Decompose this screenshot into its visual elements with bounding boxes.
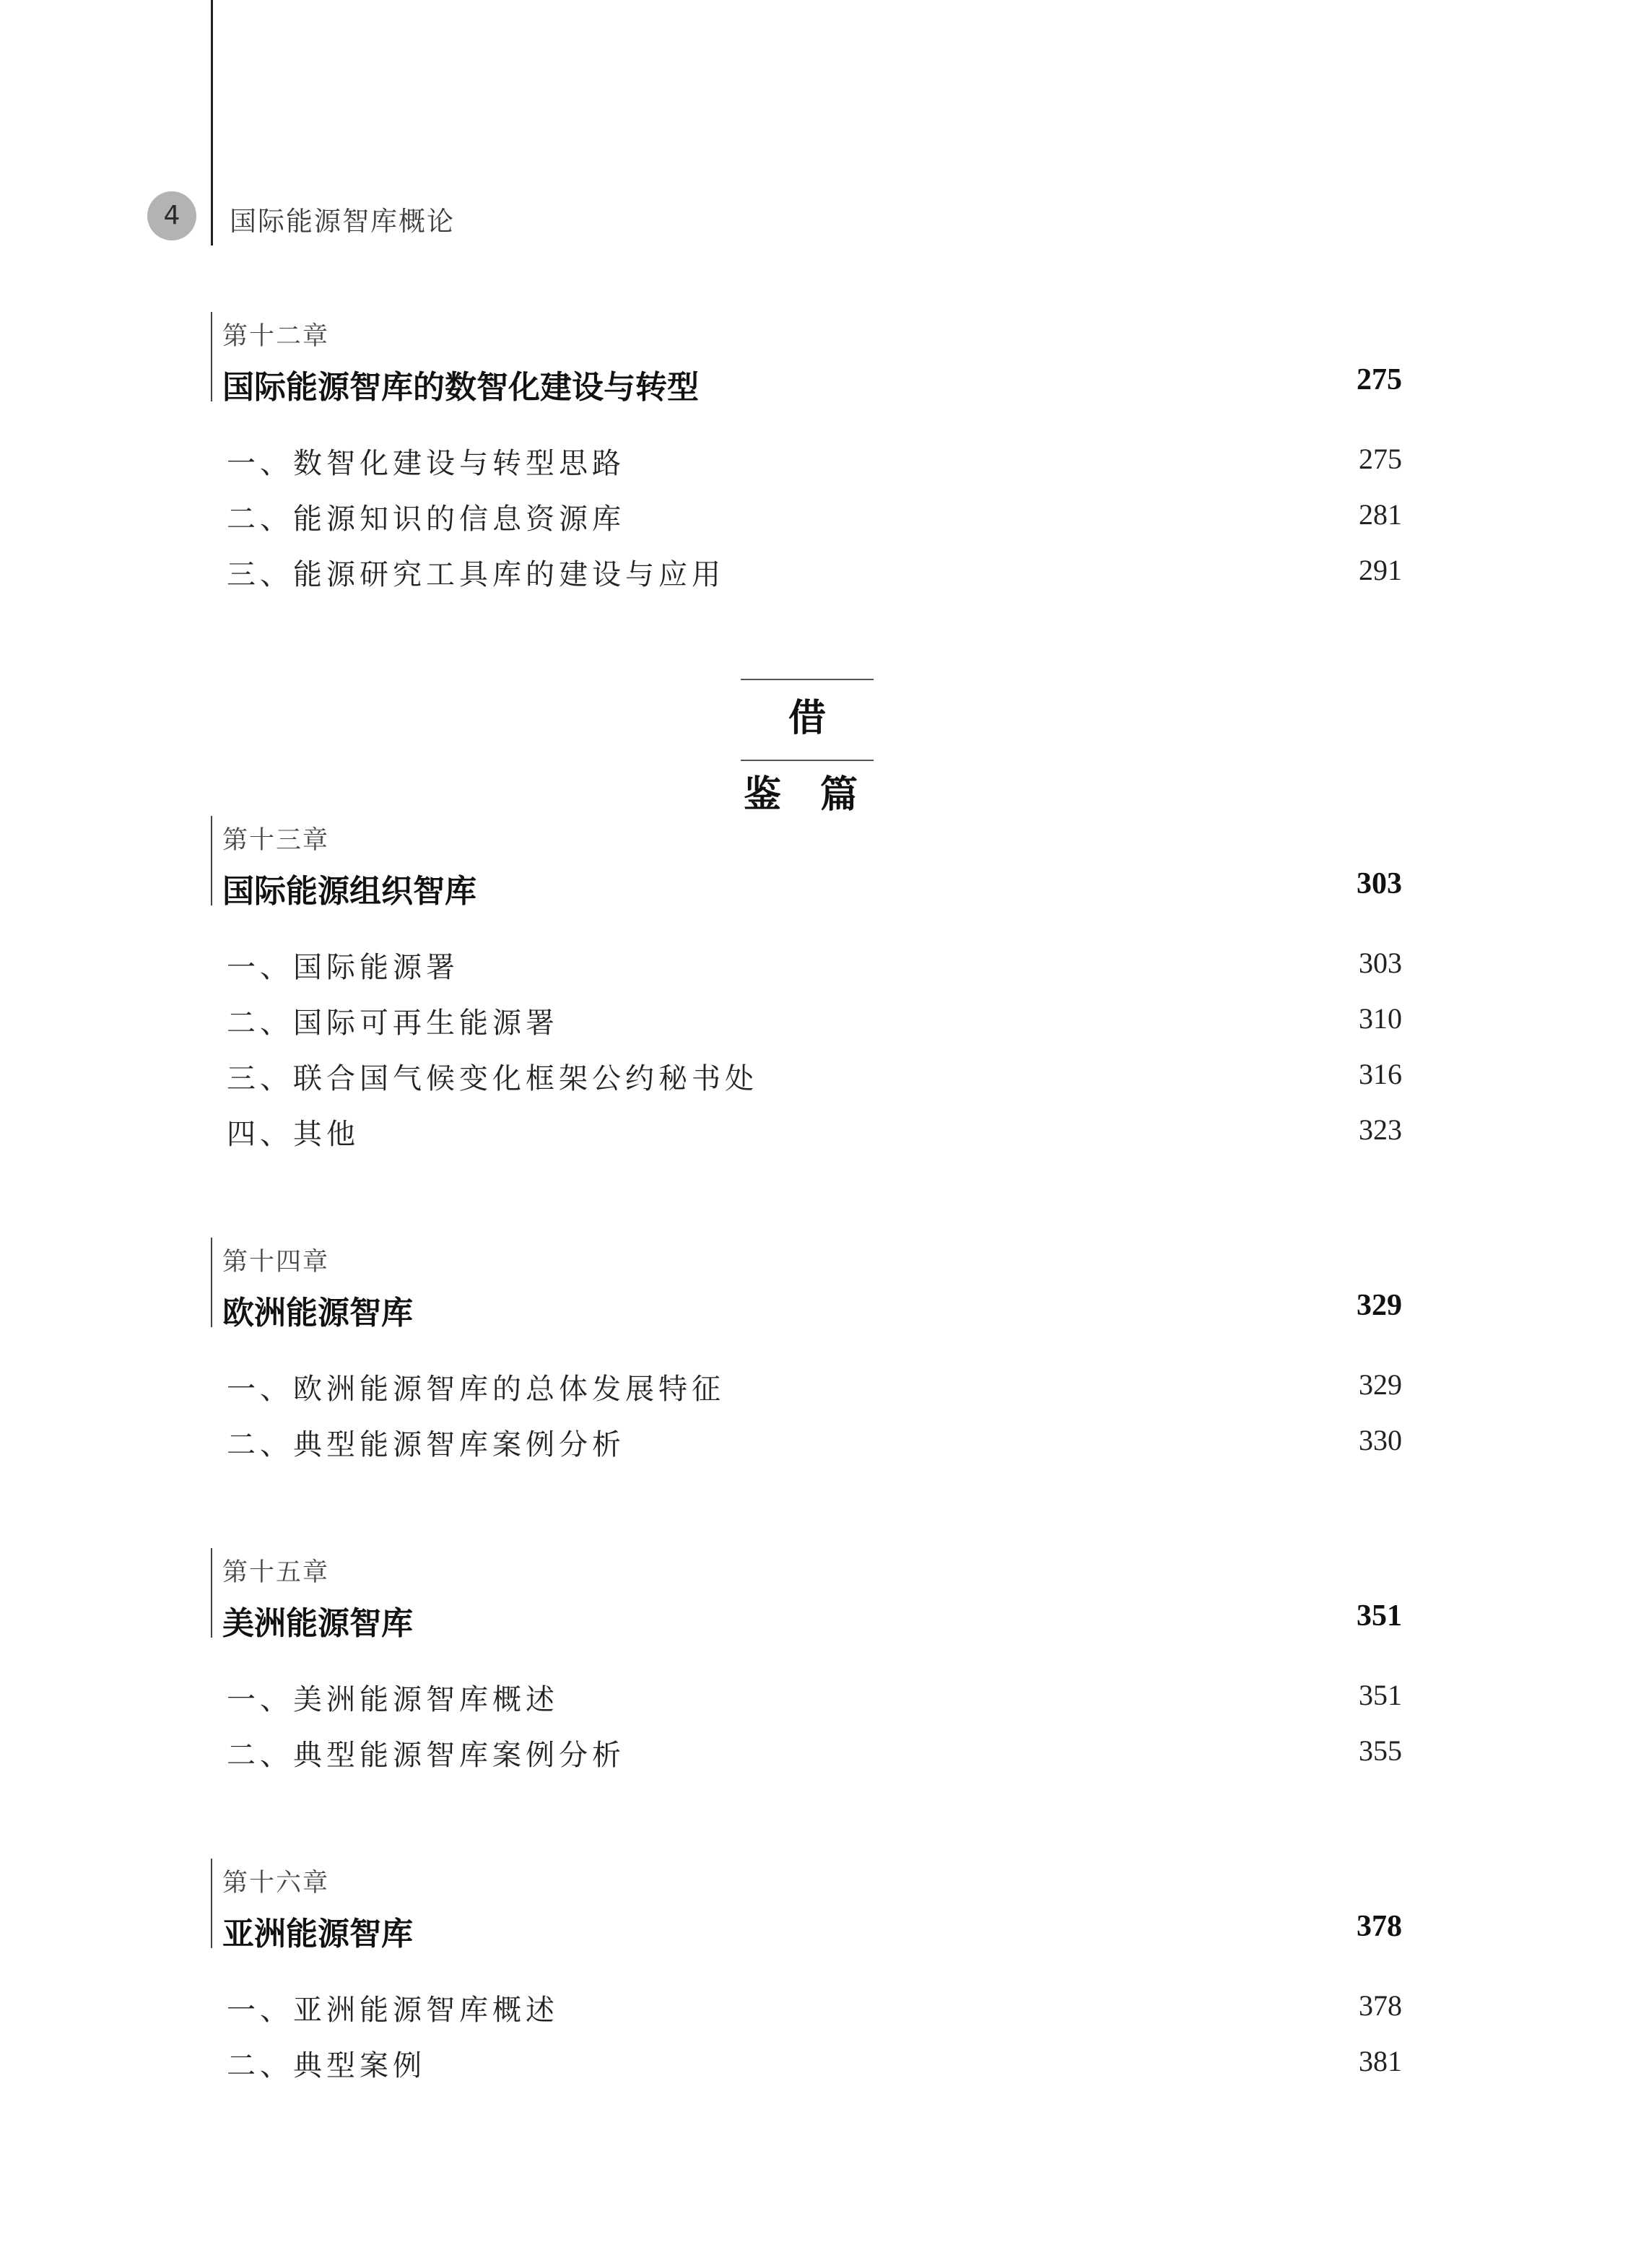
section-page-number: 281 — [1359, 498, 1402, 531]
toc-entry[interactable] — [211, 1415, 1402, 1470]
toc-entry[interactable] — [211, 1669, 1402, 1725]
toc-entry[interactable] — [211, 433, 1402, 489]
chapter-12 — [211, 312, 1402, 600]
toc-entry[interactable] — [211, 489, 1402, 544]
chapter-16 — [211, 1859, 1402, 2091]
section-title: 二、典型能源智库案例分析 — [227, 1428, 625, 1461]
chapter-15 — [211, 1548, 1402, 1781]
section-page-number: 355 — [1359, 1734, 1402, 1767]
section-title: 二、能源知识的信息资源库 — [227, 503, 625, 536]
section-title: 四、其他 — [227, 1118, 360, 1151]
chapter-title[interactable]: 亚洲能源智库 — [222, 1916, 413, 1952]
section-title: 一、亚洲能源智库概述 — [227, 1994, 559, 2027]
chapter-page-number: 303 — [1357, 867, 1402, 900]
section-page-number: 323 — [1359, 1113, 1402, 1146]
section-list — [211, 937, 1402, 1160]
section-page-number: 291 — [1359, 554, 1402, 586]
section-page-number: 378 — [1359, 1989, 1402, 2022]
chapter-heading — [211, 1859, 1402, 1952]
section-title: 一、数智化建设与转型思路 — [227, 447, 625, 480]
page-number-badge: 4 — [147, 191, 196, 240]
chapter-page-number: 351 — [1357, 1599, 1402, 1633]
section-page-number: 381 — [1359, 2045, 1402, 2077]
section-list — [211, 1980, 1402, 2091]
chapter-label: 第十三章 — [222, 826, 330, 855]
toc-entry[interactable] — [211, 544, 1402, 600]
chapter-title[interactable]: 美洲能源智库 — [222, 1605, 413, 1642]
section-page-number: 329 — [1359, 1368, 1402, 1401]
section-page-number: 330 — [1359, 1424, 1402, 1456]
section-list — [211, 433, 1402, 600]
section-page-number: 316 — [1359, 1058, 1402, 1090]
section-list — [211, 1669, 1402, 1781]
chapter-label: 第十二章 — [222, 322, 330, 351]
header-vertical-rule — [211, 0, 213, 246]
chapter-label: 第十四章 — [222, 1248, 330, 1277]
chapter-title[interactable]: 国际能源组织智库 — [222, 873, 476, 910]
toc-entry[interactable] — [211, 1725, 1402, 1781]
chapter-heading — [211, 312, 1402, 406]
section-page-number: 275 — [1359, 443, 1402, 475]
toc-entry[interactable] — [211, 1048, 1402, 1104]
section-list — [211, 1359, 1402, 1470]
chapter-label: 第十五章 — [222, 1558, 330, 1587]
toc-entry[interactable] — [211, 1359, 1402, 1415]
chapter-heading — [211, 1548, 1402, 1642]
chapter-page-number: 275 — [1357, 363, 1402, 396]
section-page-number: 351 — [1359, 1679, 1402, 1711]
toc-entry[interactable] — [211, 937, 1402, 993]
section-title: 一、美洲能源智库概述 — [227, 1683, 559, 1716]
toc-entry[interactable] — [211, 2035, 1402, 2091]
chapter-page-number: 378 — [1357, 1910, 1402, 1943]
section-title: 一、国际能源署 — [227, 951, 459, 984]
section-title: 二、典型能源智库案例分析 — [227, 1739, 625, 1772]
chapter-title[interactable]: 国际能源智库的数智化建设与转型 — [222, 369, 699, 406]
chapter-heading — [211, 1238, 1402, 1331]
chapter-13 — [211, 816, 1402, 1160]
section-title: 三、能源研究工具库的建设与应用 — [227, 558, 725, 591]
section-title: 一、欧洲能源智库的总体发展特征 — [227, 1373, 725, 1406]
chapter-14 — [211, 1238, 1402, 1470]
section-page-number: 303 — [1359, 947, 1402, 979]
section-page-number: 310 — [1359, 1002, 1402, 1035]
toc-entry[interactable] — [211, 1104, 1402, 1160]
chapter-title[interactable]: 欧洲能源智库 — [222, 1295, 413, 1331]
section-title: 三、联合国气候变化框架公约秘书处 — [227, 1062, 758, 1095]
part-heading: 借 鉴 篇 — [741, 679, 874, 761]
chapter-page-number: 329 — [1357, 1289, 1402, 1322]
toc-entry[interactable] — [211, 1980, 1402, 2035]
running-header-title: 国际能源智库概论 — [230, 206, 455, 237]
chapter-heading — [211, 816, 1402, 910]
section-title: 二、国际可再生能源署 — [227, 1007, 559, 1040]
section-title: 二、典型案例 — [227, 2049, 426, 2082]
toc-entry[interactable] — [211, 993, 1402, 1048]
chapter-label: 第十六章 — [222, 1869, 330, 1898]
